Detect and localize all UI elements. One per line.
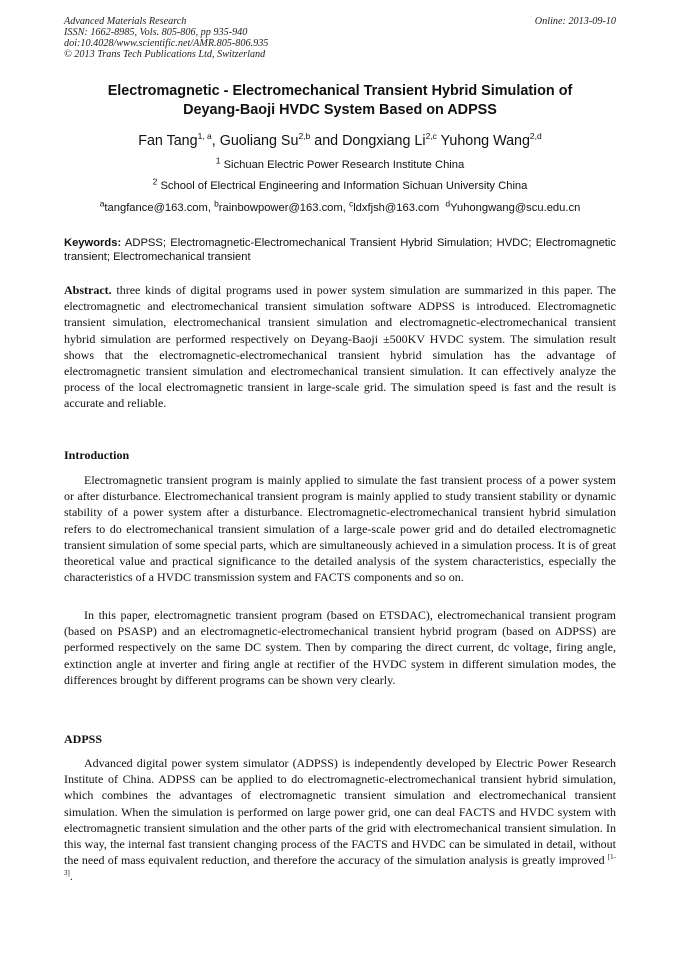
introduction-paragraph-2: In this paper, electromagnetic transient program (based on ETSDAC), electromechanical transient program (based on PSASP) and an electromagnetic-electromechanical transient hybrid program (based on ADPSS) are performed respectively on the same DC system. Then by comparing the direct current, dc voltage, firing angle, extinction angle at inverter and firing angle at rectifier of the HVDC system in different simulation modes, the differences brought by different programs can be shown very clearly. [64,608,616,687]
author-sup: 2,d [529,131,542,142]
journal-header [64,16,616,60]
email-link[interactable]: ldxfjsh@163.com [353,202,440,214]
author-name: Guoliang Su [219,133,299,149]
journal-name: Advanced Materials Research [64,16,187,27]
section-heading-introduction: Introduction [64,448,130,462]
author-name: Yuhong Wang [440,133,530,149]
doi-line: doi:10.4028/www.scientific.net/AMR.805-806.935 [64,38,269,49]
abstract-text: three kinds of digital programs used in power system simulation are summarized in this paper. The electromagnetic and electromechanical transient simulation software ADPSS is introduced. Electromagnetic transient simulation, electromechanical transient simulation and electromagnetic-electromechanical transient hybrid simulation are performed respectively on Deyang-Baoji ±500KV HVDC system. The simulation result shows that the electromagnetic-electromechanical transient hybrid simulation has the advantage of electromagnetic transient simulation and electromechanical transient simulation. It can effectively analyze the process of the local electromagnetic transient in large-scale grid. The simulation speed is fast and the result is accurate and reliable. [64,283,616,411]
adpss-end: . [69,869,73,884]
author-and: and [314,133,339,149]
affiliation-sup: 1 [215,155,221,166]
email-sup: a [99,198,105,209]
paper-title [64,82,616,120]
affiliation-text: School of Electrical Engineering and Information Sichuan University China [160,180,528,192]
introduction-paragraph-1: Electromagnetic transient program is mainly applied to simulate the fast transient process of a power system or after disturbance. Electromechanical transient program is mainly applied to study transient stability or dynamic stability of a power system after a disturbance. Electromagnetic-electromechanical transient hybrid simulation refers to do electromechanical transient simulation of a large-scale power grid and do detailed electromagnetic transient simulation of some special parts, which are simultaneously achieved in a simulation process. It is of great theoretical value and practical significance to the detailed analysis of the system characteristics, especially the characteristics of a HVDC transmission system and FACTS components and so on. [64,473,616,585]
title-line-1: Electromagnetic - Electromechanical Transient Hybrid Simulation of [107,83,573,99]
email-link[interactable]: tangfance@163.com, [104,202,211,214]
keywords-label: Keywords: [64,237,122,249]
email-sup: d [445,198,451,209]
author-list: Fan Tang$^{1, a}$, Guoliang Su$^{2,b}$ and Dongxiang Li$^{2,c}$ Yuhong Wang$^{2,d}$ [138,131,542,149]
affiliation-sup: 2 [152,176,158,187]
author-sup: 1, a [197,131,212,142]
email-link[interactable]: rainbowpower@163.com, [218,202,346,214]
author-name: Dongxiang Li [342,133,426,149]
section-heading-adpss: ADPSS [64,732,103,746]
abstract [64,282,616,412]
copyright-line: © 2013 Trans Tech Publications Ltd, Switzerland [64,49,266,60]
abstract-label: Abstract. [64,283,112,297]
author-name: Fan Tang [138,133,198,149]
online-date: Online: 2013-09-10 [534,16,616,27]
affiliation-2 [64,176,616,193]
affiliation-1 [64,155,616,172]
adpss-paragraph-1 [64,755,616,885]
issn-line: ISSN: 1662-8985, Vols. 805-806, pp 935-940 [64,27,248,38]
email-list [64,198,616,215]
affiliation-text: Sichuan Electric Power Research Institute China [223,159,465,171]
keywords-text: ADPSS; Electromagnetic-Electromechanical Transient Hybrid Simulation; HVDC; Electromagnetic transient; Electromechanical transient [64,237,616,263]
email-sup: c [348,198,354,209]
author-sup: 2,b [298,131,311,142]
author-sup: 2,c [425,131,437,142]
email-link[interactable]: Yuhongwang@scu.edu.cn [450,202,581,214]
adpss-text: Advanced digital power system simulator (ADPSS) is independently developed by Electric Power Research Institute of China. ADPSS can be applied to do electromagnetic-electromechanical transient hybrid simulation, which combines the advantages of electromagnetic transient simulation and electromechanical transient simulation. When the simulation is performed on large power grid, one can deal FACTS and HVDC system with electromagnetic transient simulation and the other parts of the grid with electromechanical transient simulation. In this way, the internal fast transient changing process of the FACTS and HVDC can be simulated in detail, without the need of mass equivalent reduction, and therefore the accuracy of the simulation analysis is greatly improved [64,756,616,868]
title-line-2: Deyang-Baoji HVDC System Based on ADPSS [183,102,497,118]
keywords [64,236,616,264]
email-sup: b [214,198,219,209]
citation: [1-3] [64,853,617,878]
